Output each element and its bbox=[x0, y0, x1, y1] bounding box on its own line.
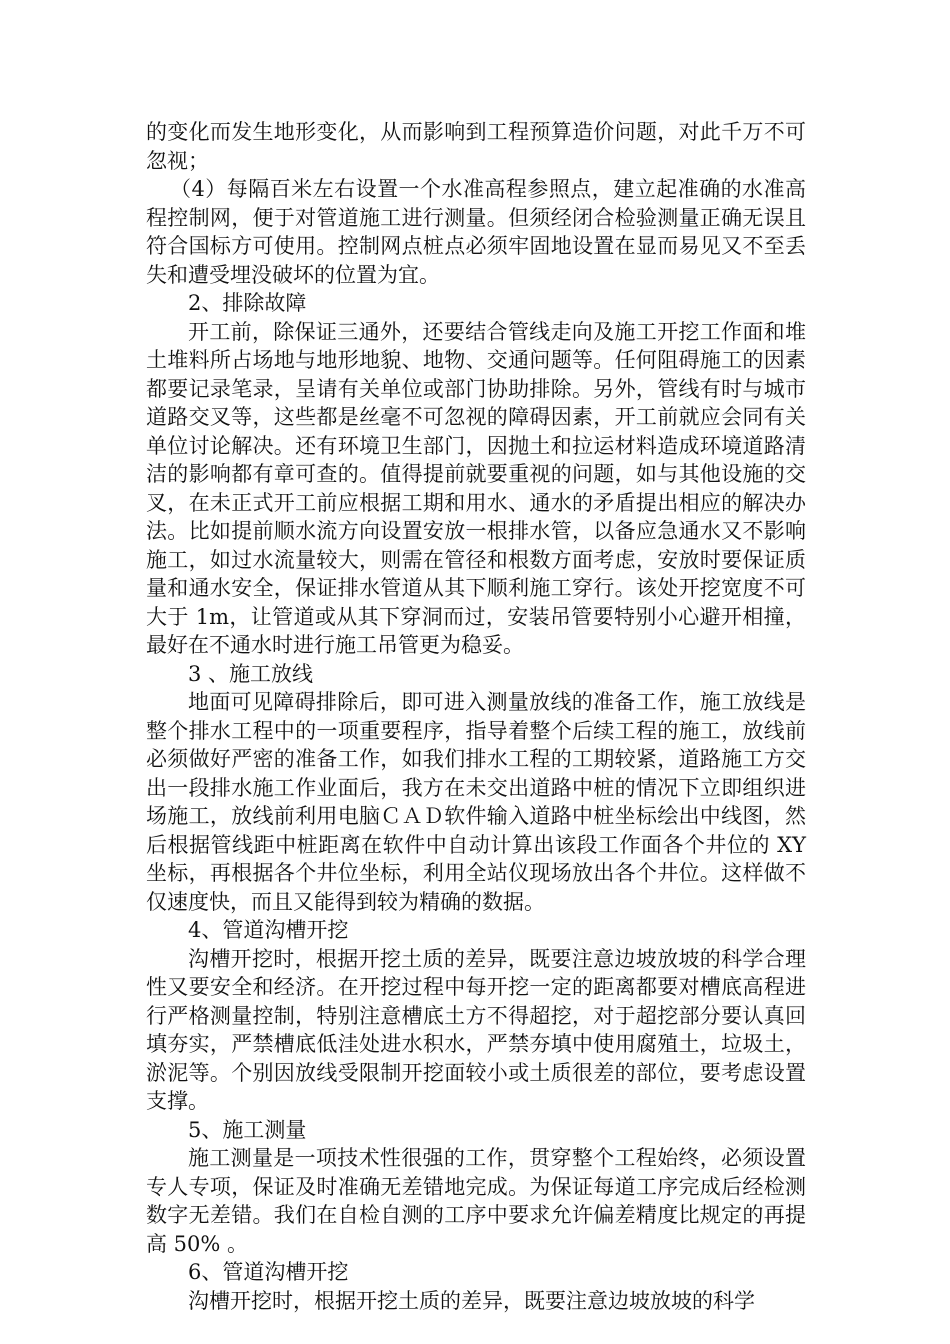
paragraph-setting-out: 地面可见障碍排除后，即可进入测量放线的准备工作，施工放线是整个排水工程中的一项重要程序，指导着整个后续工程的施工，放线前必须做好严密的准备工作，如我们排水工程的工期较紧，道路施工方交出一段排水施工作业面后，我方在未交出道路中桩的情况下立即组织进场施工，放线前利用电脑ＣＡＤ软件输入道路中桩坐标绘出中线图，然后根据管线距中桩距离在软件中自动计算出该段工作面各个井位的 XY 坐标，再根据各个井位坐标，利用全站仪现场放出各个井位。这样做不仅速度快，而且又能得到较为精确的数据。 bbox=[146, 690, 806, 914]
document-body bbox=[146, 118, 806, 1315]
section-heading-2: 2、排除故障 bbox=[188, 291, 307, 315]
paragraph-continuation: 的变化而发生地形变化，从而影响到工程预算造价问题，对此千万不可忽视； bbox=[146, 120, 806, 173]
paragraph-item-4: （4）每隔百米左右设置一个水准高程参照点，建立起准确的水准高程控制网，便于对管道施工进行测量。但须经闭合检验测量正确无误且符合国标方可使用。控制网点桩点必须牢固地设置在显而易见又不至丢失和遭受埋没破坏的位置为宜。 bbox=[146, 177, 806, 287]
paragraph-troubleshooting: 开工前，除保证三通外，还要结合管线走向及施工开挖工作面和堆土堆料所占场地与地形地貌、地物、交通问题等。任何阻碍施工的因素都要记录笔录，呈请有关单位或部门协助排除。另外，管线有时与城市道路交叉等，这些都是丝毫不可忽视的障碍因素，开工前就应会同有关单位讨论解决。还有环境卫生部门，因抛土和拉运材料造成环境道路清洁的影响都有章可查的。值得提前就要重视的问题，如与其他设施的交叉，在未正式开工前应根据工期和用水、通水的矛盾提出相应的解决办法。比如提前顺水流方向设置安放一根排水管，以备应急通水又不影响施工，如过水流量较大，则需在管径和根数方面考虑，安放时要保证质量和通水安全，保证排水管道从其下顺利施工穿行。该处开挖宽度不可大于 1m，让管道或从其下穿洞而过，安装吊管要特别小心避开相撞，最好在不通水时进行施工吊管更为稳妥。 bbox=[146, 319, 806, 657]
paragraph-surveying: 施工测量是一项技术性很强的工作，贯穿整个工程始终，必须设置专人专项，保证及时准确无差错地完成。为保证每道工序完成后经检测数字无差错。我们在自检自测的工序中要求允许偏差精度比规定的再提高 50% 。 bbox=[146, 1146, 806, 1256]
section-heading-6: 6、管道沟槽开挖 bbox=[188, 1260, 349, 1284]
section-heading-3: 3 、施工放线 bbox=[188, 661, 314, 686]
section-heading-5: 5、施工测量 bbox=[188, 1117, 307, 1142]
paragraph-trench-excavation: 沟槽开挖时，根据开挖土质的差异，既要注意边坡放坡的科学合理性又要安全和经济。在开挖过程中每开挖一定的距离都要对槽底高程进行严格测量控制，特别注意槽底土方不得超挖，对于超挖部分要认真回填夯实，严禁槽底低洼处进水积水，严禁夯填中使用腐殖土，垃圾土，淤泥等。个别因放线受限制开挖面较小或土质很差的部位，要考虑设置支撑。 bbox=[146, 946, 806, 1113]
paragraph-trench-excavation-continued: 沟槽开挖时，根据开挖土质的差异，既要注意边坡放坡的科学 bbox=[188, 1288, 755, 1313]
section-heading-4: 4、管道沟槽开挖 bbox=[188, 918, 349, 942]
